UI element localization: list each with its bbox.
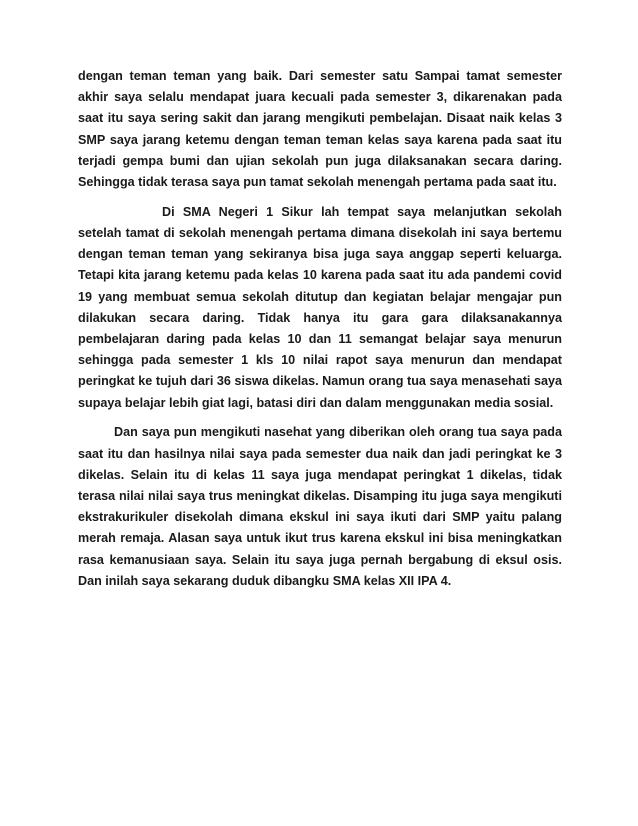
paragraph-2: Di SMA Negeri 1 Sikur lah tempat saya melanjutkan sekolah setelah tamat di sekolah menengah pertama dimana disekolah ini saya bertemu dengan teman teman yang sekiranya bisa juga saya anggap seperti keluarga. Tetapi kita jarang ketemu pada kelas 10 karena pada saat itu ada pandemi covid 19 yang membuat semua sekolah ditutup dan kegiatan belajar mengajar pun dilakukan secara daring. Tidak hanya itu gara gara dilaksanakannya pembelajaran daring pada kelas 10 dan 11 semangat belajar saya menurun sehingga pada semester 1 kls 10 nilai rapot saya menurun dan mendapat peringkat ke tujuh dari 36 siswa dikelas. Namun orang tua saya menasehati saya supaya belajar lebih giat lagi, batasi diri dan dalam menggunakan media sosial. [78,204,562,410]
document-page [78,66,562,601]
paragraph-1: dengan teman teman yang baik. Dari semester satu Sampai tamat semester akhir saya selalu mendapat juara kecuali pada semester 3, dikarenakan pada saat itu saya sering sakit dan jarang mengikuti pembelajan. Disaat naik kelas 3 SMP saya jarang ketemu dengan teman teman kelas saya karena pada saat itu terjadi gempa bumi dan ujian sekolah pun juga dilaksanakan secara daring. Sehingga tidak terasa saya pun tamat sekolah menengah pertama pada saat itu. [78,69,562,190]
paragraph-3: Dan saya pun mengikuti nasehat yang diberikan oleh orang tua saya pada saat itu dan hasilnya nilai saya pada semester dua naik dan jadi peringkat ke 3 dikelas. Selain itu di kelas 11 saya juga mendapat peringkat 1 dikelas, tidak terasa nilai nilai saya trus meningkat dikelas. Disamping itu juga saya mengikuti ekstrakurikuler disekolah dimana ekskul ini saya ikuti dari SMP yaitu palang merah remaja. Alasan saya untuk ikut trus karena ekskul ini bisa meningkatkan rasa kemanusiaan saya. Selain itu saya juga pernah bergabung di eksul osis. Dan inilah saya sekarang duduk dibangku SMA kelas XII IPA 4. [78,425,562,588]
